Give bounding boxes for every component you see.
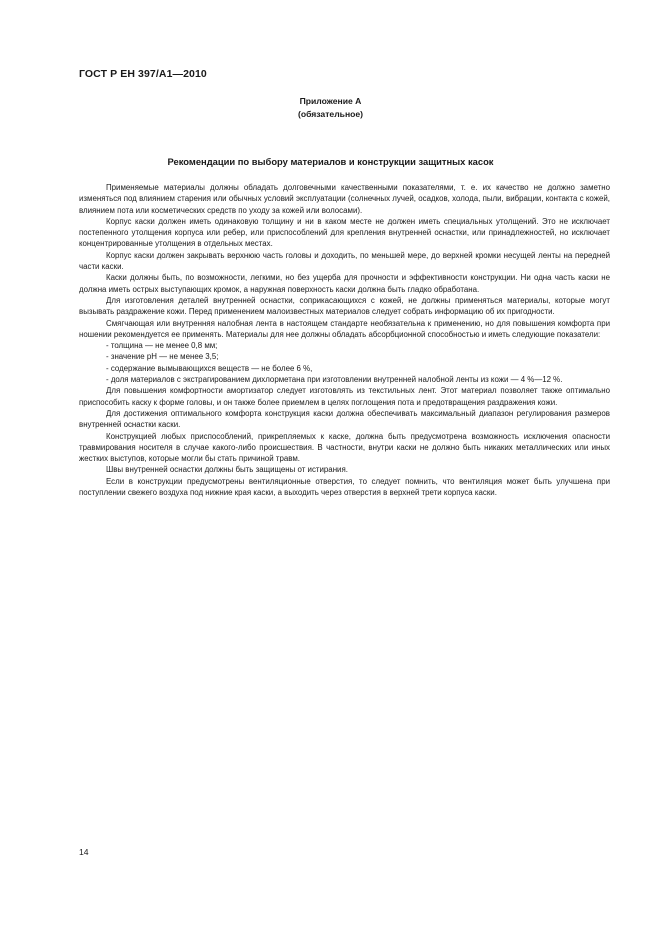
paragraph: Для достижения оптимального комфорта конструкция каски должна обеспечивать максимальный диапазон регулирования размеров внутренней оснастки каски.: [79, 408, 610, 430]
paragraph: Если в конструкции предусмотрены вентиляционные отверстия, то следует помнить, что вентиляция может быть улучшена при поступлении свежего воздуха под нижние края каски, а выходить через отверстия в верхней трети корпуса каски.: [79, 476, 610, 498]
paragraph: Конструкцией любых приспособлений, прикрепляемых к каске, должна быть предусмотрена возможность исключения опасности травмирования носителя в случае какого-либо происшествия. В частности, внутри каски не должно быть никаких металлических или иных жестких выступов, которые могли бы стать причиной травм.: [79, 431, 610, 464]
page-number: 14: [79, 847, 89, 857]
list-item: - значение рН — не менее 3,5;: [106, 352, 219, 362]
list-item: - толщина — не менее 0,8 мм;: [106, 341, 218, 351]
paragraph: Каски должны быть, по возможности, легкими, но без ущерба для прочности и эффективности конструкции. Ни одна часть каски не должна иметь острых выступающих кромок, а наружная поверхность каски должна быть гладко обработана.: [79, 273, 610, 294]
paragraph: Для изготовления деталей внутренней оснастки, соприкасающихся с кожей, не должны применяться материалы, которые могут вызывать раздражение кожи. Перед применением малоизвестных материалов следует собрать информацию об их пригодности.: [79, 295, 610, 317]
paragraph: Корпус каски должен иметь одинаковую толщину и ни в каком месте не должен иметь специальных утолщений. Это не исключает постепенного утолщения корпуса или ребер, или приспособлений для крепления внутренней оснастки, или принадлежностей, но исключает концентрированные утолщения в отдельных местах.: [79, 216, 610, 249]
list-item: - доля материалов с экстрагированием дихлорметана при изготовлении внутренней налобной ленты из кожи — 4 %—12 %.: [106, 375, 563, 385]
paragraph: Применяемые материалы должны обладать долговечными качественными показателями, т. е. их качество не должно заметно изменяться под влиянием старения или обычных условий эксплуатации (солнечных лучей, осадков, холода, пыли, вибрации, контакта с кожей, влиянием пота или косметических средств по уходу за кожей или волосами).: [79, 183, 610, 215]
annex-title: Приложение А: [299, 96, 362, 106]
list-item: - содержание вымывающихся веществ — не более 6 %,: [106, 363, 313, 373]
paragraph: Швы внутренней оснастки должны быть защищены от истирания.: [106, 465, 348, 475]
section-heading: Рекомендации по выбору материалов и конструкции защитных касок: [167, 156, 494, 167]
standard-header: ГОСТ Р ЕН 397/А1—2010: [79, 68, 207, 80]
paragraph: Смягчающая или внутренняя налобная лента в настоящем стандарте необязательна к применению, но для повышения комфорта при ношении рекомендуется ее применять. Материалы для нее должны обладать абсорбционной способностью и иметь следующие показатели:: [79, 318, 610, 339]
body-text: [79, 182, 610, 498]
paragraph: Для повышения комфортности амортизатор следует изготовлять из текстильных лент. Этот материал позволяет также оптимально приспособить каску к форме головы, и он также более приемлем в целях поглощения пота и предотвращения раздражения кожи.: [79, 386, 610, 407]
paragraph: Корпус каски должен закрывать верхнюю часть головы и доходить, по меньшей мере, до верхней кромки несущей ленты на передней части каски.: [79, 250, 610, 272]
annex-status: (обязательное): [297, 109, 364, 119]
